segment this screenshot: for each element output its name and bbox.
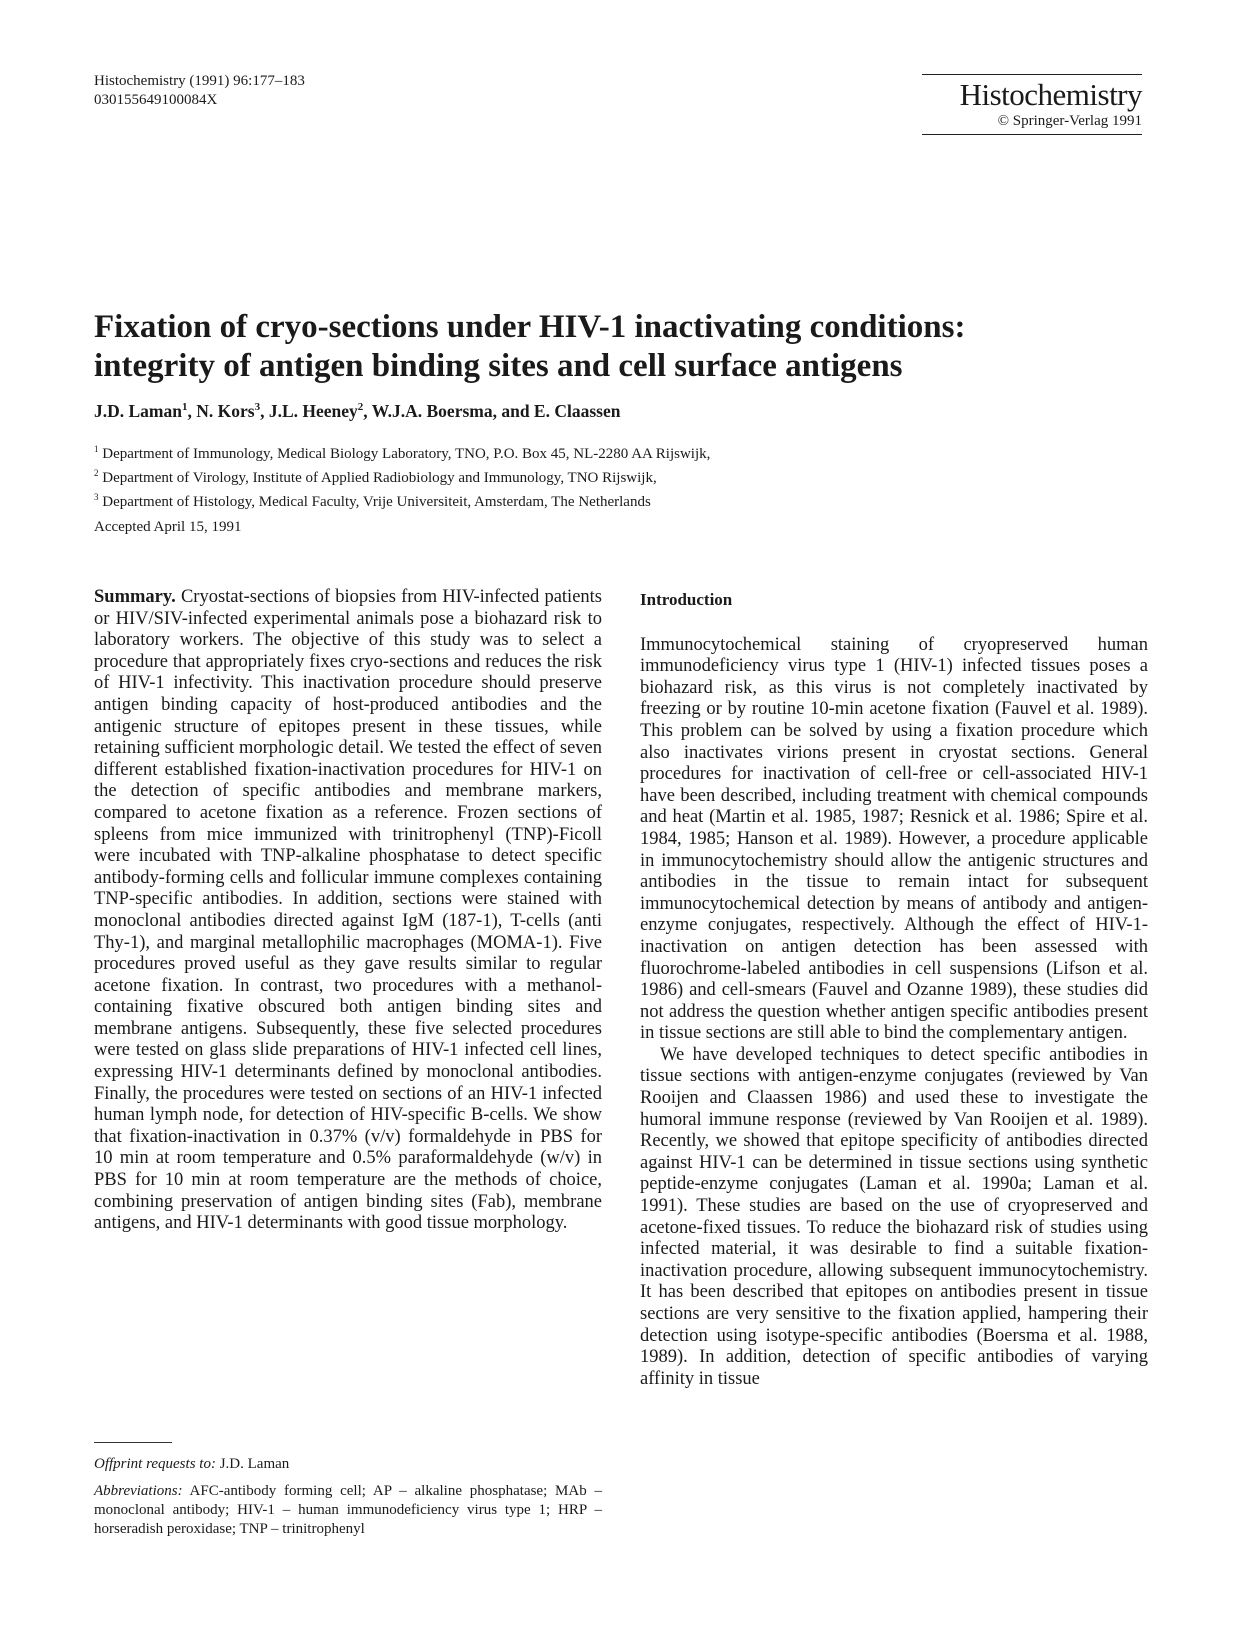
abbreviations-note: [94, 1482, 602, 1539]
affil-num: 3: [94, 492, 99, 502]
affil-text: Department of Virology, Institute of Applied Radiobiology and Immunology, TNO Rijswijk,: [102, 470, 657, 486]
affiliation: [94, 464, 710, 488]
author: J.D. Laman: [94, 401, 182, 421]
author: N. Kors: [196, 401, 255, 421]
abbrev-text: AFC-antibody forming cell; AP – alkaline phosphatase; MAb – monoclonal antibody; HIV-1 – human immunodeficiency virus type 1; HRP – horseradish peroxidase; TNP – trinitrophenyl: [94, 1483, 602, 1537]
offprint-label: Offprint requests to:: [94, 1456, 216, 1472]
citation: Histochemistry (1991) 96:177–183: [94, 73, 305, 89]
running-header: [94, 72, 305, 110]
author-list: J.D. Laman$^1$, N. Kors$^3$, J.L. Heeney$^2$, W.J.A. Boersma, and E. Claassen: [94, 401, 621, 421]
publisher-line: © Springer-Verlag 1991: [922, 111, 1142, 135]
affil-text: Department of Histology, Medical Faculty, Vrije Universiteit, Amsterdam, The Netherlands: [102, 494, 651, 510]
affil-text: Department of Immunology, Medical Biology Laboratory, TNO, P.O. Box 45, NL-2280 AA Rijswijk,: [102, 446, 711, 462]
summary-paragraph: [94, 587, 602, 1235]
author-sup: 1: [182, 401, 188, 414]
section-heading: Introduction: [640, 590, 733, 609]
intro-paragraph-2: We have developed techniques to detect specific antibodies in tissue sections with antigen-enzyme conjugates (reviewed by Van Rooijen and Claassen 1986) and used these to investigate the humoral immune response (reviewed by Van Rooijen et al. 1989). Recently, we showed that epitope specificity of antibodies directed against HIV-1 can be determined in tissue sections using synthetic peptide-enzyme conjugates (Laman et al. 1990a; Laman et al. 1991). These studies are based on the use of cryopreserved and acetone-fixed tissues. To reduce the biohazard risk of studies using infected material, it was desirable to find a suitable fixation-inactivation procedure, allowing subsequent immunocytochemistry. It has been described that epitopes on antibodies present in tissue sections are very sensitive to the fixation applied, hampering their detection using isotype-specific antibodies (Boersma et al. 1988, 1989). In addition, detection of specific antibodies of varying affinity in tissue: [640, 1044, 1148, 1389]
offprint-note: [94, 1456, 289, 1473]
journal-masthead: [922, 74, 1142, 135]
paper-title: [94, 308, 1154, 386]
author: J.L. Heeney: [268, 401, 358, 421]
affiliations: [94, 440, 710, 512]
offprint-name: J.D. Laman: [219, 1456, 290, 1472]
author: W.J.A. Boersma, and E. Claassen: [371, 401, 621, 421]
summary-label: Summary.: [94, 587, 176, 607]
author-sup: 3: [254, 401, 261, 414]
affil-num: 1: [94, 444, 99, 454]
author-sup: 2: [357, 401, 364, 414]
journal-name: Histochemistry: [922, 74, 1142, 111]
affil-num: 2: [94, 468, 99, 478]
introduction-column: [640, 589, 1148, 1390]
abbrev-label: Abbreviations:: [94, 1483, 183, 1499]
footnote-divider: [94, 1442, 172, 1443]
affiliation: [94, 488, 710, 512]
intro-paragraph-1: Immunocytochemical staining of cryopreserved human immunodeficiency virus type 1 (HIV-1) infected tissues poses a biohazard risk, as this virus is not completely inactivated by freezing or by routine 10-min acetone fixation (Fauvel et al. 1989). This problem can be solved by using a fixation procedure which also inactivates virions present in cryostat sections. General procedures for inactivation of cell-free or cell-associated HIV-1 have been described, including treatment with chemical compounds and heat (Martin et al. 1985, 1987; Resnick et al. 1986; Spire et al. 1984, 1985; Hanson et al. 1989). However, a procedure applicable in immunocytochemistry should allow the antigenic structures and antibodies in the tissue to remain intact for subsequent immunocytochemical detection by means of antibody and antigen-enzyme conjugates, respectively. Although the effect of HIV-1-inactivation on antigen detection has been assessed with fluorochrome-labeled antibodies in cell suspensions (Lifson et al. 1986) and cell-smears (Fauvel and Ozanne 1989), these studies did not address the question whether antigen specific antibodies present in tissue sections are still able to bind the complementary antigen.: [640, 634, 1148, 1044]
affiliation: [94, 440, 710, 464]
summary-text: Cryostat-sections of biopsies from HIV-infected patients or HIV/SIV-infected experimental animals pose a biohazard risk to laboratory workers. The objective of this study was to select a procedure that appropriately fixes cryo-sections and reduces the risk of HIV-1 infectivity. This inactivation procedure should preserve antigen binding capacity of host-produced antibodies and the antigenic structure of epitopes present in these tissues, while retaining sufficient morphologic detail. We tested the effect of seven different established fixation-inactivation procedures for HIV-1 on the detection of specific antibodies and membrane markers, compared to acetone fixation as a reference. Frozen sections of spleens from mice immunized with trinitrophenyl (TNP)-Ficoll were incubated with TNP-alkaline phosphatase to detect specific antibody-forming cells and follicular immune complexes containing TNP-specific antibodies. In addition, sections were stained with monoclonal antibodies directed against IgM (187-1), T-cells (anti Thy-1), and marginal metallophilic macrophages (MOMA-1). Five procedures proved useful as they gave results similar to regular acetone fixation. In contrast, two procedures with a methanol-containing fixative obscured both antigen binding sites and membrane antigens. Subsequently, these five selected procedures were tested on glass slide preparations of HIV-1 infected cell lines, expressing HIV-1 determinants defined by monoclonal antibodies. Finally, the procedures were tested on sections of an HIV-1 infected human lymph node, for detection of HIV-specific B-cells. We show that fixation-inactivation in 0.37% (v/v) formaldehyde in PBS for 10 min at room temperature and 0.5% paraformaldehyde (w/v) in PBS for 10 min at room temperature are the methods of choice, combining preservation of antigen binding sites (Fab), membrane antigens, and HIV-1 determinants with good tissue morphology.: [94, 587, 602, 1234]
doc-code: 030155649100084X: [94, 92, 218, 108]
title-line-2: integrity of antigen binding sites and cell surface antigens: [94, 348, 903, 384]
title-line-1: Fixation of cryo-sections under HIV-1 inactivating conditions:: [94, 309, 966, 345]
accepted-date: Accepted April 15, 1991: [94, 519, 242, 535]
summary-column: [94, 587, 602, 1235]
